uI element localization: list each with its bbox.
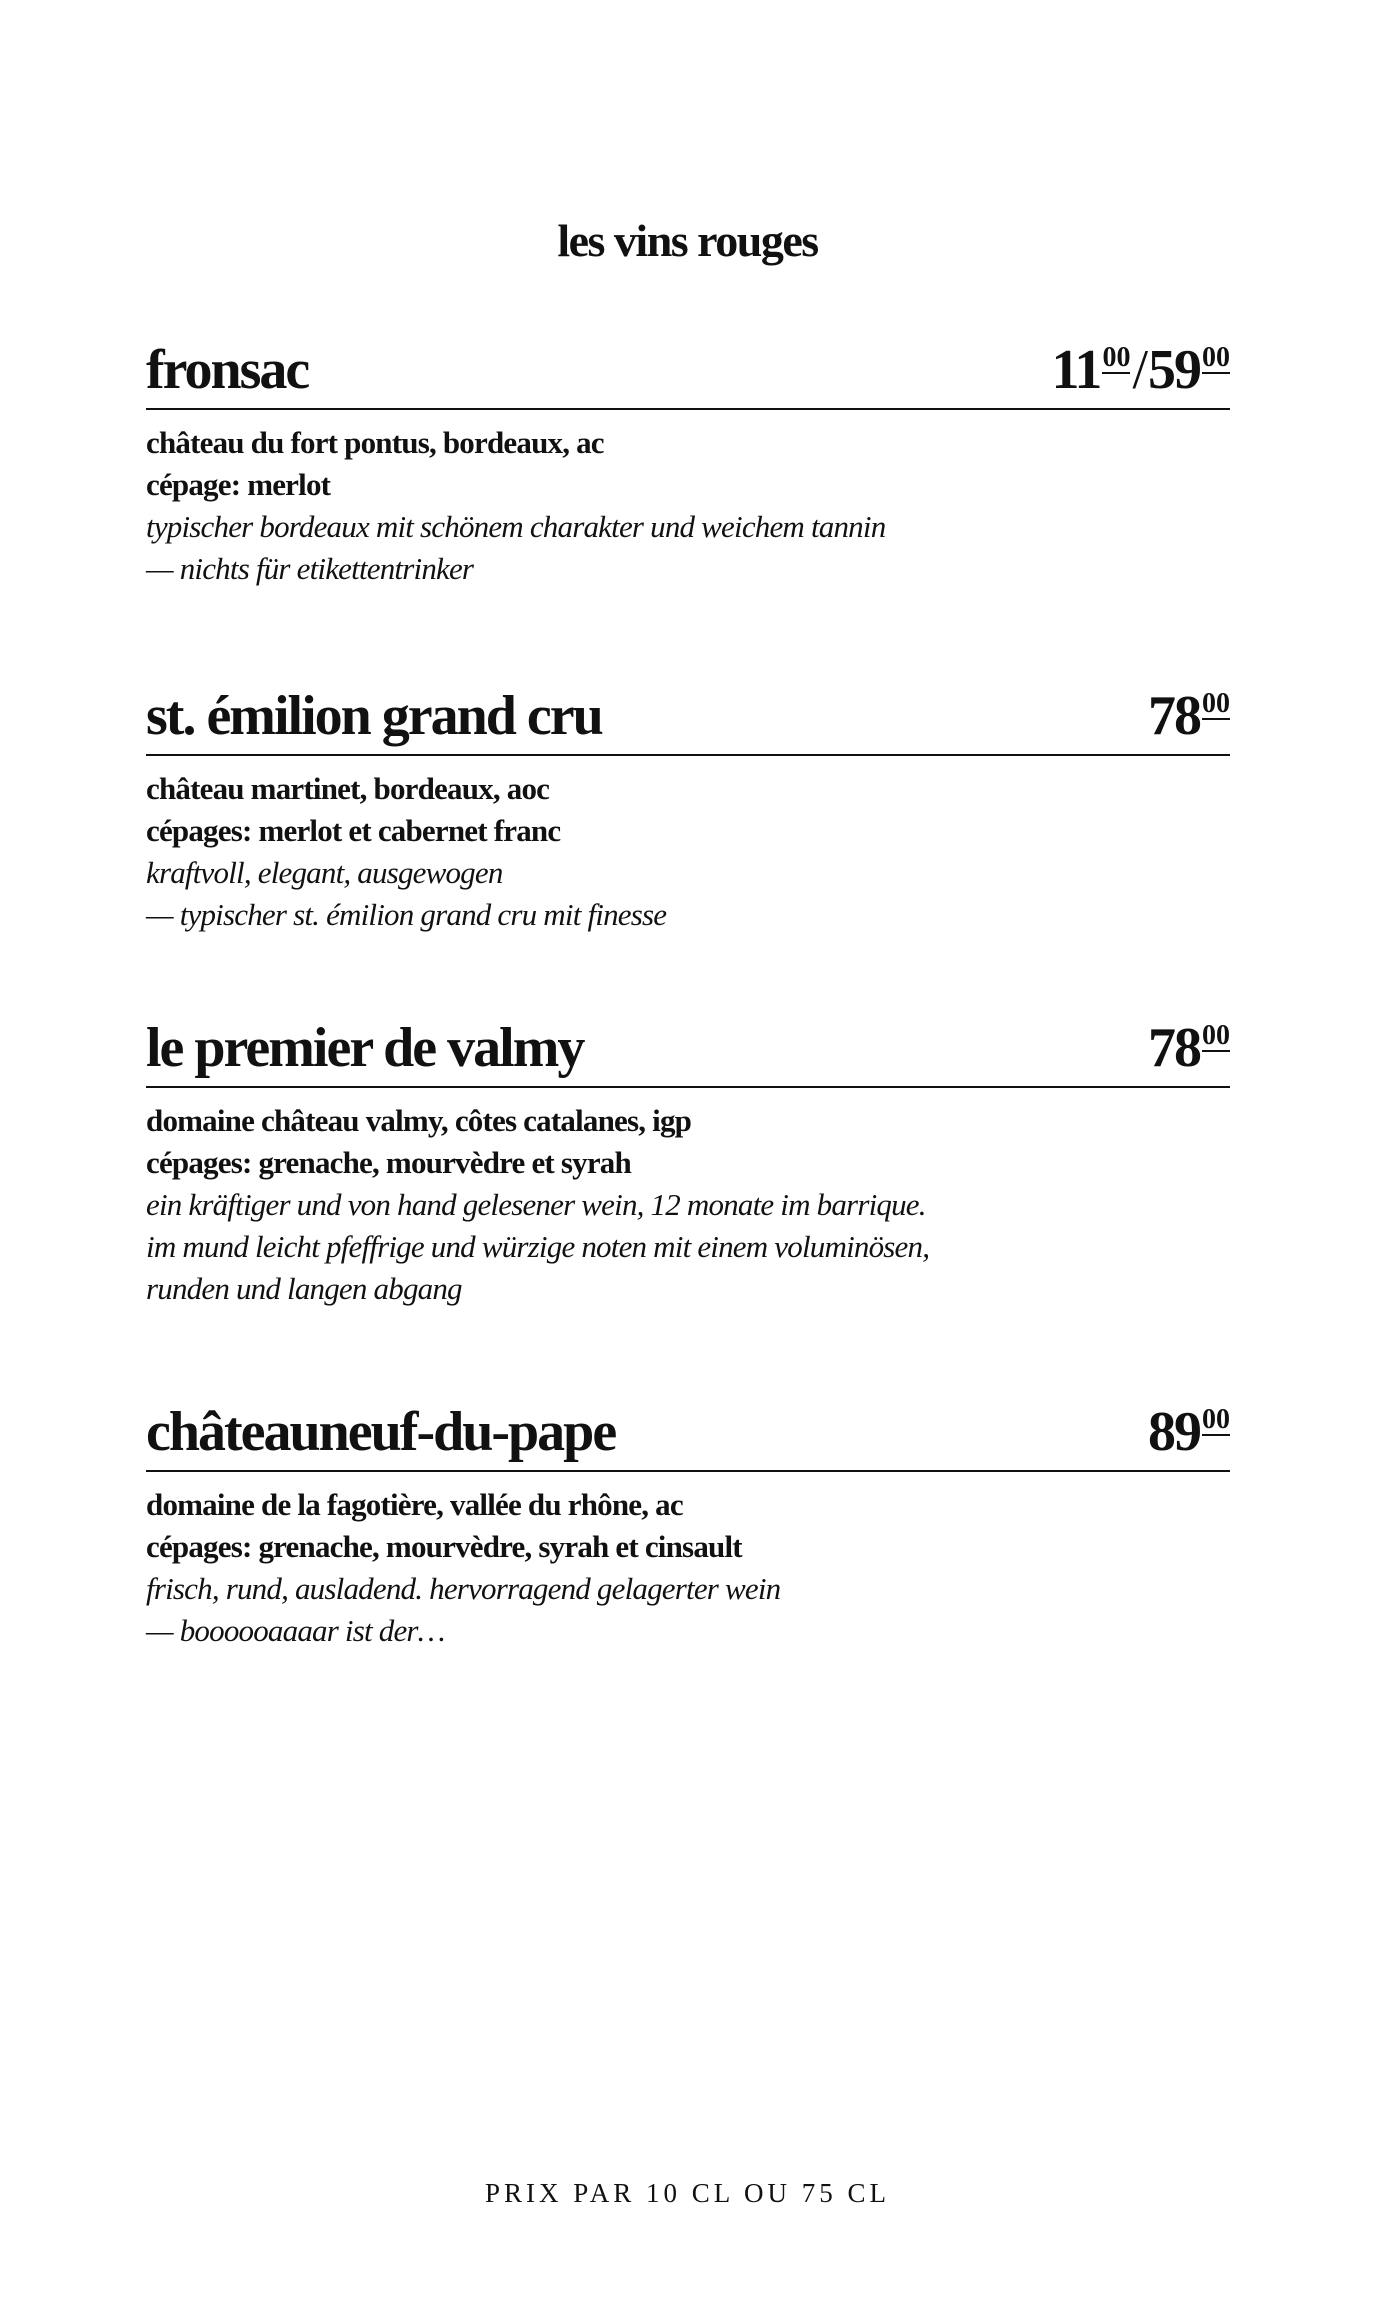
- wine-producer: château martinet, bordeaux, aoc: [146, 771, 550, 806]
- wine-producer: château du fort pontus, bordeaux, ac: [146, 425, 604, 460]
- wine-entry-chateauneuf-du-pape: [146, 1402, 1230, 1652]
- wine-note: runden und langen abgang: [146, 1271, 462, 1306]
- wine-header: [146, 686, 1230, 756]
- wine-entry-fronsac: [146, 340, 1230, 590]
- wine-note: im mund leicht pfeffrige und würzige noten mit einem voluminösen,: [146, 1229, 930, 1264]
- wine-price: [1051, 339, 1230, 401]
- price-cents: 00: [1202, 1404, 1230, 1435]
- price-footnote: PRIX PAR 10 CL OU 75 CL: [484, 2178, 891, 2208]
- wine-header: [146, 1402, 1230, 1472]
- wine-name: le premier de valmy: [146, 1017, 584, 1079]
- wine-note: kraftvoll, elegant, ausgewogen: [146, 855, 503, 890]
- wine-price: [1148, 1401, 1230, 1463]
- wine-grapes: cépage: merlot: [146, 467, 331, 502]
- wine-producer: domaine de la fagotière, vallée du rhône, ac: [146, 1487, 683, 1522]
- wine-grapes: cépages: grenache, mourvèdre, syrah et cinsault: [146, 1529, 742, 1564]
- wine-entry-st-emilion: [146, 686, 1230, 936]
- wine-name: st. émilion grand cru: [146, 685, 602, 747]
- wine-details: [146, 410, 1230, 590]
- price-whole: 89: [1148, 1401, 1200, 1463]
- wine-producer: domaine château valmy, côtes catalanes, igp: [146, 1103, 692, 1138]
- wine-header: [146, 1018, 1230, 1088]
- wine-note: frisch, rund, ausladend. hervorragend gelagerter wein: [146, 1571, 781, 1606]
- price-glass-whole: 11: [1051, 339, 1101, 401]
- price-bottle-cents: 00: [1202, 342, 1230, 373]
- wine-note: ein kräftiger und von hand gelesener wein, 12 monate im barrique.: [146, 1187, 926, 1222]
- price-whole: 78: [1148, 685, 1200, 747]
- wine-note: typischer bordeaux mit schönem charakter und weichem tannin: [146, 509, 886, 544]
- page-title: les vins rouges: [557, 215, 818, 266]
- wine-details: [146, 756, 1230, 936]
- wine-entry-premier-de-valmy: [146, 1018, 1230, 1310]
- price-whole: 78: [1148, 1017, 1200, 1079]
- price-cents: 00: [1202, 1020, 1230, 1051]
- wine-name: fronsac: [146, 339, 309, 401]
- price-cents: 00: [1202, 688, 1230, 719]
- wine-details: [146, 1088, 1230, 1310]
- wine-name: châteauneuf-du-pape: [146, 1401, 616, 1463]
- price-bottle-whole: 59: [1148, 339, 1200, 401]
- wine-header: [146, 340, 1230, 410]
- wine-note: — typischer st. émilion grand cru mit finesse: [146, 897, 667, 932]
- wine-grapes: cépages: merlot et cabernet franc: [146, 813, 561, 848]
- wine-price: [1148, 685, 1230, 747]
- wine-grapes: cépages: grenache, mourvèdre et syrah: [146, 1145, 631, 1180]
- wine-price: [1148, 1017, 1230, 1079]
- wine-note: — nichts für etikettentrinker: [146, 551, 474, 586]
- price-glass-cents: 00: [1102, 342, 1131, 373]
- price-separator: /: [1132, 339, 1146, 401]
- wine-note: — boooooaaaar ist der…: [146, 1613, 445, 1648]
- wine-details: [146, 1472, 1230, 1652]
